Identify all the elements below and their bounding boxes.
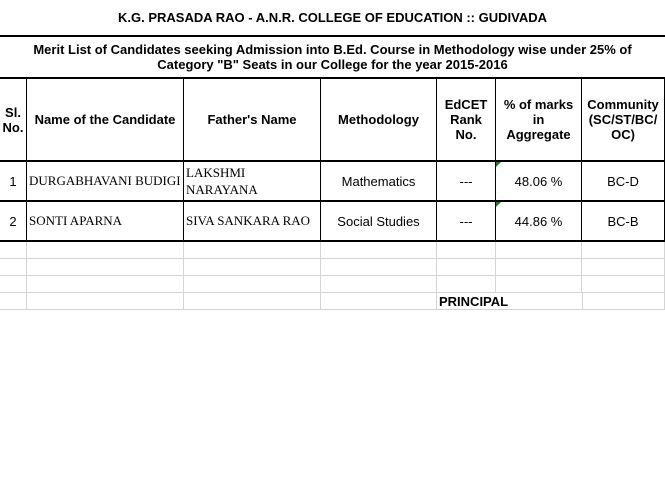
empty-cell [0,293,27,310]
empty-cell [27,293,184,310]
comment-indicator-icon [496,162,501,167]
table-row [0,162,665,202]
header-candidate-name: Name of the Candidate [27,79,184,162]
header-row [0,79,665,162]
candidate-name-cell: DURGABHAVANI BUDIGI [27,162,184,202]
percent-value: 48.06 % [514,173,563,189]
empty-cell [437,242,496,259]
empty-cell [184,242,321,259]
comment-indicator-icon [496,202,501,207]
community-cell: BC-D [582,162,665,202]
sl-no-cell: 1 [0,162,27,202]
empty-cell [321,259,437,276]
empty-row [0,259,665,276]
edcet-rank-cell: --- [437,162,496,202]
percent-marks-cell [496,202,582,242]
header-sl-no: Sl. No. [0,79,27,162]
empty-cell [582,276,665,293]
father-name-cell: SIVA SANKARA RAO [184,202,321,242]
empty-cell [0,242,27,259]
percent-value: 44.86 % [514,213,563,229]
college-title: K.G. PRASADA RAO - A.N.R. COLLEGE OF EDUCATION :: GUDIVADA [0,0,665,37]
title-row [0,0,665,37]
empty-cell [437,259,496,276]
methodology-cell: Mathematics [321,162,437,202]
empty-cell [27,242,184,259]
empty-cell [582,242,665,259]
methodology-cell: Social Studies [321,202,437,242]
candidate-name-cell: SONTI APARNA [27,202,184,242]
empty-cell [582,259,665,276]
header-community: Community (SC/ST/BC/ OC) [582,79,665,162]
sl-no-cell: 2 [0,202,27,242]
table-row [0,202,665,242]
empty-cell [321,293,437,310]
empty-row [0,242,665,259]
merit-list-subtitle [0,37,665,79]
empty-cell [321,276,437,293]
empty-cell [582,293,665,310]
empty-cell [184,293,321,310]
header-percent-marks: % of marks in Aggregate [496,79,582,162]
principal-signature-label: PRINCIPAL [439,293,509,309]
subtitle-line-2: Category "B" Seats in our College for the year 2015-2016 [157,57,508,72]
signature-cell [437,293,582,310]
father-name-cell: LAKSHMI NARAYANA [184,162,321,202]
empty-cell [321,242,437,259]
empty-cell [27,259,184,276]
empty-cell [496,242,582,259]
empty-cell [496,276,582,293]
subtitle-line-1: Merit List of Candidates seeking Admission into B.Ed. Course in Methodology wise under 25% of [33,42,632,57]
empty-cell [27,276,184,293]
header-father-name: Father's Name [184,79,321,162]
edcet-rank-cell: --- [437,202,496,242]
signature-row [0,293,665,310]
header-edcet-rank: EdCET Rank No. [437,79,496,162]
empty-cell [0,276,27,293]
empty-cell [0,259,27,276]
empty-cell [496,259,582,276]
subtitle-row [0,37,665,79]
empty-cell [184,259,321,276]
empty-row [0,276,665,293]
community-cell: BC-B [582,202,665,242]
percent-marks-cell [496,162,582,202]
empty-cell [184,276,321,293]
header-methodology: Methodology [321,79,437,162]
empty-cell [437,276,496,293]
